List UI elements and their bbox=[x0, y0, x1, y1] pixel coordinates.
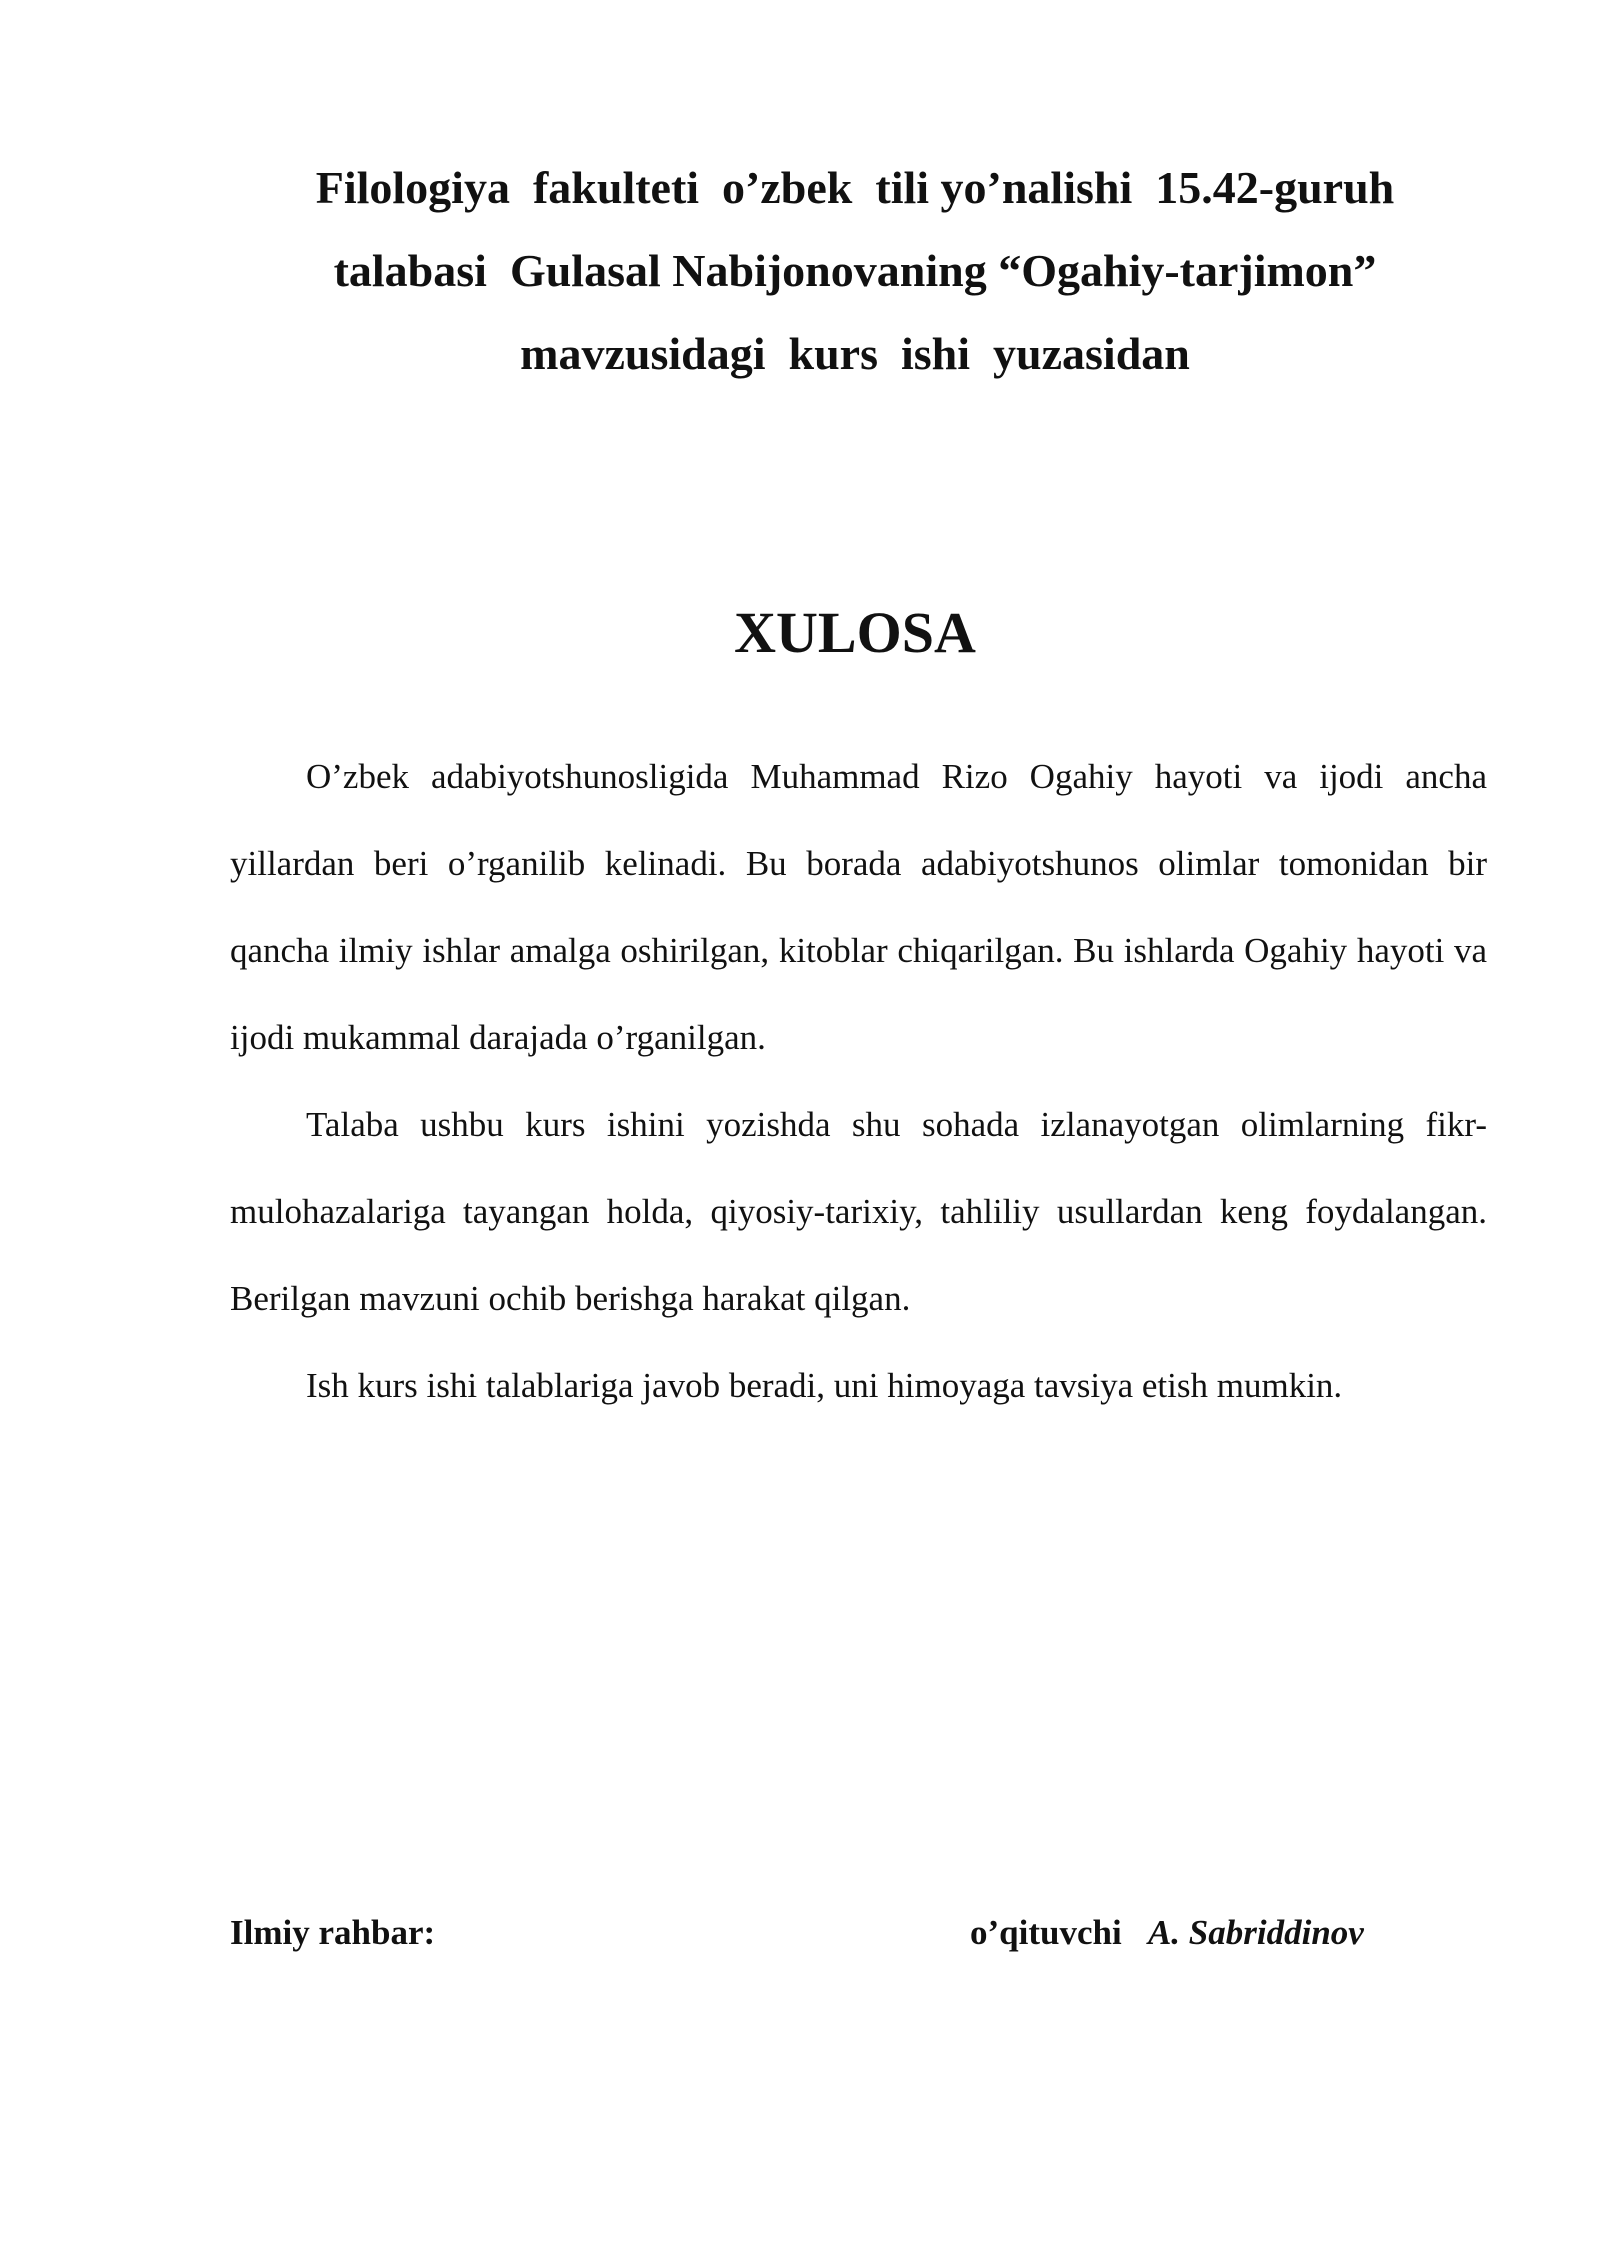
body-paragraph: Talaba ushbu kurs ishini yozishda shu sohada izlanayotgan olimlarning fikr-mulohazalariga tayangan holda, qiyosiy-tarixiy, tahliliy usullardan keng foydalangan. Berilgan mavzuni ochib berishga harakat qilgan. bbox=[230, 1105, 1487, 1318]
header-line: Filologiya fakulteti o’zbek tili yo’nalishi 15.42-guruh bbox=[315, 162, 1395, 213]
supervisor-signature bbox=[970, 1908, 1364, 1958]
header-line: mavzusidagi kurs ishi yuzasidan bbox=[520, 328, 1190, 379]
supervisor-label: Ilmiy rahbar: bbox=[230, 1913, 436, 1952]
document-title: XULOSA bbox=[734, 600, 976, 665]
supervisor-position: o’qituvchi bbox=[970, 1913, 1122, 1952]
document-body bbox=[230, 733, 1487, 1429]
supervisor-name: A. Sabriddinov bbox=[1147, 1913, 1364, 1952]
header-line: talabasi Gulasal Nabijonovaning “Ogahiy-tarjimon” bbox=[333, 245, 1377, 296]
body-paragraph: O’zbek adabiyotshunosligida Muhammad Rizo Ogahiy hayoti va ijodi ancha yillardan beri o’rganilib kelinadi. Bu borada adabiyotshunos olimlar tomonidan bir qancha ilmiy ishlar amalga oshirilgan, kitoblar chiqarilgan. Bu ishlarda Ogahiy hayoti va ijodi mukammal darajada o’rganilgan. bbox=[230, 757, 1487, 1057]
body-paragraph: Ish kurs ishi talablariga javob beradi, uni himoyaga tavsiya etish mumkin. bbox=[306, 1366, 1343, 1405]
document-header bbox=[230, 146, 1480, 395]
